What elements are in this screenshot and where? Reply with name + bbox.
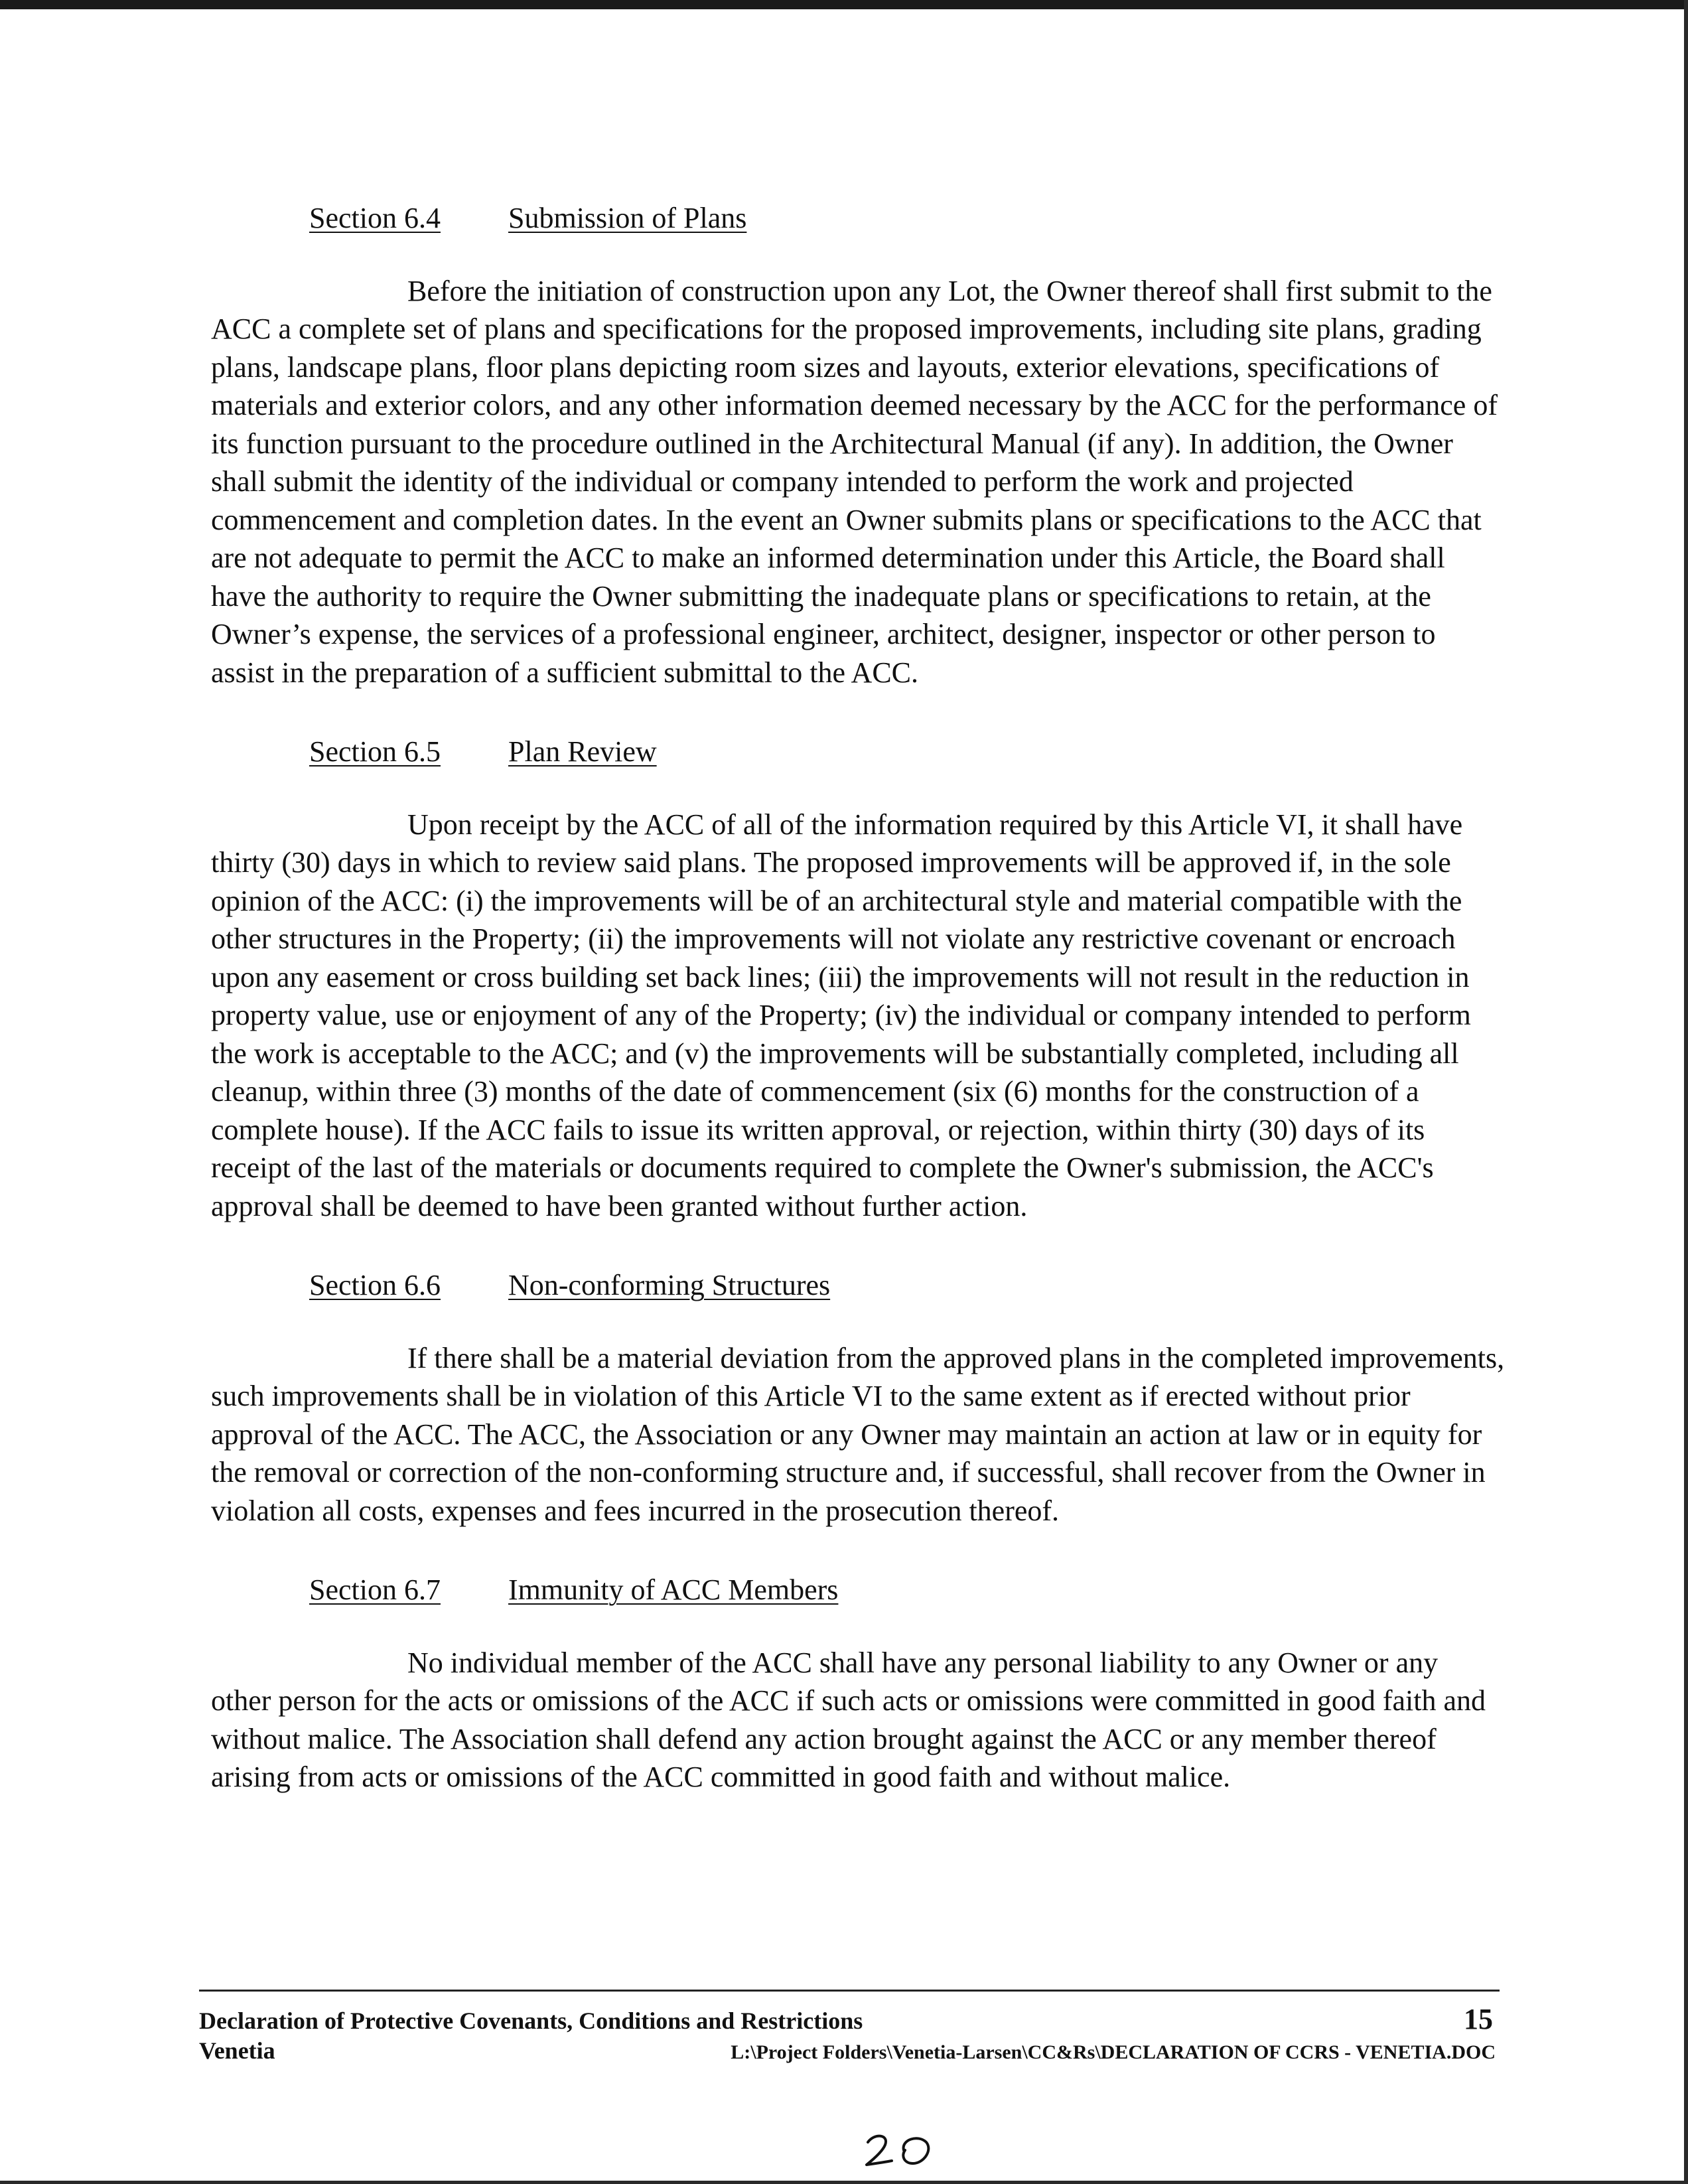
- section-number: Section 6.6: [309, 1269, 441, 1301]
- section-number: Section 6.5: [309, 735, 441, 768]
- footer-file-path: L:\Project Folders\Venetia-Larsen\CC&Rs\DECLARATION OF CCRS - VENETIA.DOC: [731, 2041, 1496, 2063]
- section-heading: [211, 733, 1505, 771]
- page-bottom-border: [0, 2181, 1688, 2184]
- section-title: Submission of Plans: [508, 202, 747, 234]
- section-paragraph: Upon receipt by the ACC of all of the information required by this Article VI, it shall have thirty (30) days in which to review said plans. The proposed improvements will be approved if, in the sole opinion of the ACC: (i) the improvements will be of an architectural style and material compatible with the other structures in the Property; (ii) the improvements will not violate any restrictive covenant or encroach upon any easement or cross building set back lines; (iii) the improvements will not result in the reduction in property value, use or enjoyment of any of the Property; (iv) the individual or company intended to perform the work is acceptable to the ACC; and (v) the improvements will be substantially completed, including all cleanup, within three (3) months of the date of commencement (six (6) months for the construction of a complete house). If the ACC fails to issue its written approval, or rejection, within thirty (30) days of its receipt of the last of the materials or documents required to complete the Owner's submission, the ACC's approval shall be deemed to have been granted without further action.: [211, 808, 1471, 1222]
- section-title: Immunity of ACC Members: [508, 1573, 839, 1606]
- section-paragraph: If there shall be a material deviation from the approved plans in the completed improvements, such improvements shall be in violation of this Article VI to the same extent as if erected without prior approval of the ACC. The ACC, the Association or any Owner may maintain an action at law or in equity for the removal or correction of the non-conforming structure and, if successful, shall recover from the Owner in violation all costs, expenses and fees incurred in the prosecution thereof.: [211, 1341, 1505, 1527]
- section-title: Non-conforming Structures: [508, 1269, 831, 1301]
- handwritten-page-mark: [863, 2130, 936, 2170]
- footer-project: Venetia: [199, 2037, 275, 2064]
- section-heading: [211, 1266, 1505, 1305]
- page-number: 15: [1464, 2003, 1493, 2035]
- section-number: Section 6.7: [309, 1573, 441, 1606]
- section-number: Section 6.4: [309, 202, 441, 234]
- section-heading: [211, 1571, 1505, 1609]
- section-paragraph: No individual member of the ACC shall have any personal liability to any Owner or any other person for the acts or omissions of the ACC if such acts or omissions were committed in good faith and without malice. The Association shall defend any action brought against the ACC or any member thereof arising from acts or omissions of the ACC committed in good faith and without malice.: [211, 1646, 1486, 1793]
- document-body: [211, 199, 1505, 1796]
- footer-title: Declaration of Protective Covenants, Conditions and Restrictions: [199, 2007, 863, 2034]
- page-right-border: [1684, 0, 1688, 2184]
- section-paragraph: Before the initiation of construction upon any Lot, the Owner thereof shall first submit to the ACC a complete set of plans and specifications for the proposed improvements, including site plans, grading plans, landscape plans, floor plans depicting room sizes and layouts, exterior elevations, specifications of materials and exterior colors, and any other information deemed necessary by the ACC for the performance of its function pursuant to the procedure outlined in the Architectural Manual (if any). In addition, the Owner shall submit the identity of the individual or company intended to perform the work and projected commencement and completion dates. In the event an Owner submits plans or specifications to the ACC that are not adequate to permit the ACC to make an informed determination under this Article, the Board shall have the authority to require the Owner submitting the inadequate plans or specifications to retain, at the Owner’s expense, the services of a professional engineer, architect, designer, inspector or other person to assist in the preparation of a sufficient submittal to the ACC.: [211, 274, 1498, 689]
- section-heading: [211, 199, 1505, 238]
- section-title: Plan Review: [508, 735, 657, 768]
- page-top-border: [0, 0, 1688, 9]
- page-footer: [199, 1990, 1500, 2068]
